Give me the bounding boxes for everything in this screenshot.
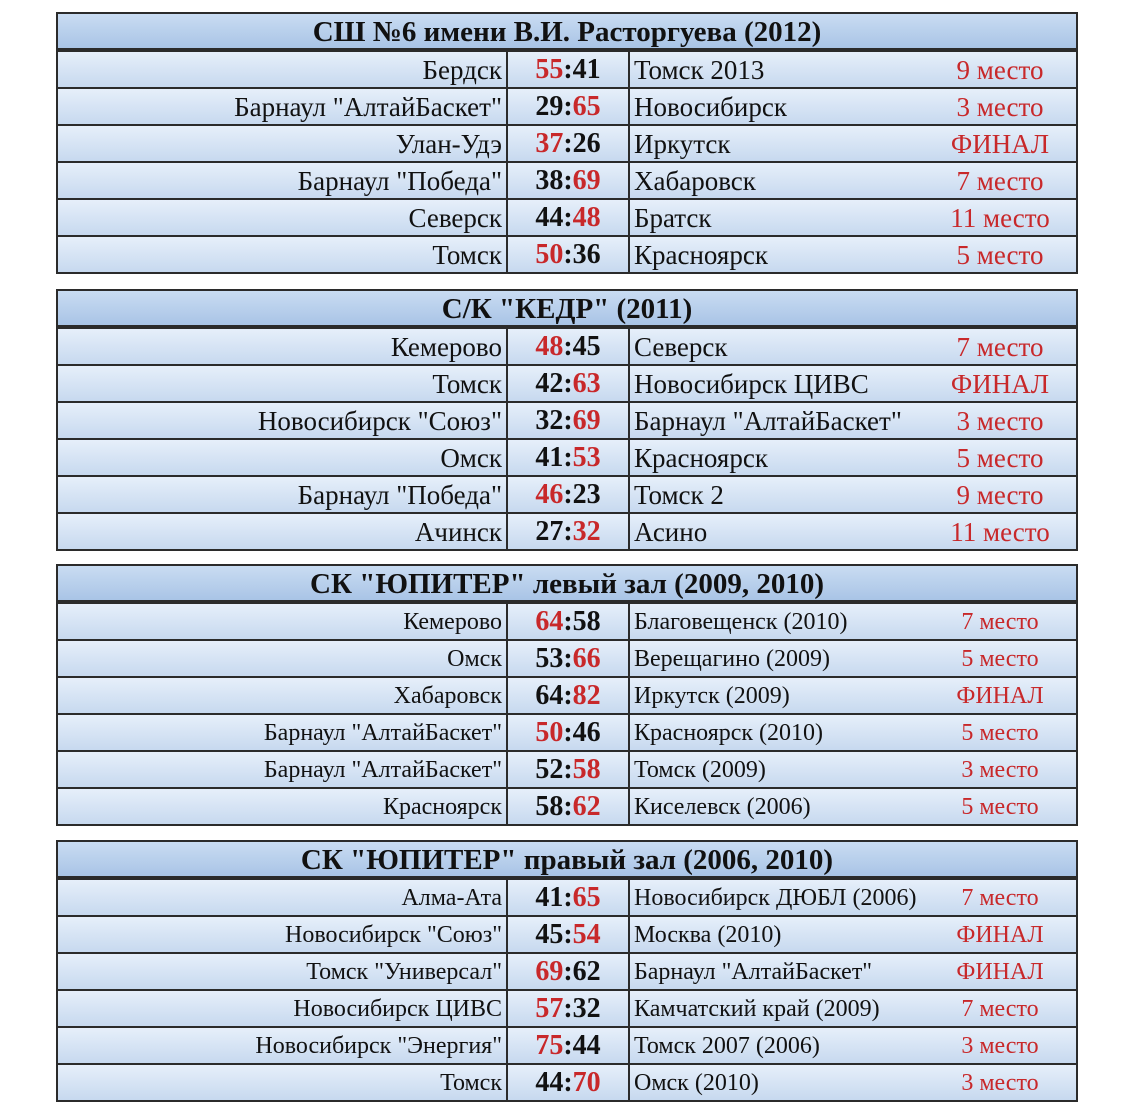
home-team: Новосибирск "Союз" [58, 403, 508, 438]
away-team: Барнаул "АлтайБаскет" [634, 406, 902, 436]
score [508, 917, 630, 952]
score [508, 641, 630, 676]
away-team: Северск [634, 332, 728, 362]
home-team: Улан-Удэ [58, 126, 508, 161]
placement: 11 место [950, 203, 1050, 233]
match-row [58, 50, 1076, 87]
match-row [58, 1026, 1076, 1063]
home-score: 38 [535, 165, 564, 196]
score-separator: : [563, 956, 573, 987]
match-row [58, 639, 1076, 676]
away-score: 46 [572, 717, 601, 748]
away-team: Томск (2009) [634, 757, 766, 783]
away-team: Камчатский край (2009) [634, 996, 880, 1022]
match-row [58, 235, 1076, 272]
score [508, 440, 630, 475]
section-table [56, 840, 1078, 1102]
away-score: 41 [572, 54, 601, 85]
home-score: 75 [535, 1030, 564, 1061]
home-score: 29 [535, 91, 564, 122]
score-separator: : [563, 1067, 573, 1098]
score-separator: : [563, 643, 573, 674]
score-separator: : [563, 91, 573, 122]
match-row [58, 713, 1076, 750]
home-team: Северск [58, 200, 508, 235]
score [508, 126, 630, 161]
away-score: 45 [572, 331, 601, 362]
match-row [58, 198, 1076, 235]
away-score: 65 [572, 882, 601, 913]
home-team: Хабаровск [58, 678, 508, 713]
away-team: Новосибирск [634, 92, 787, 122]
away-score: 70 [572, 1067, 601, 1098]
away-team: Томск 2 [634, 480, 724, 510]
section-title: СШ №6 имени В.И. Расторгуева (2012) [58, 14, 1076, 50]
score [508, 991, 630, 1026]
score [508, 366, 630, 401]
away-team: Иркутск [634, 129, 731, 159]
score-separator: : [563, 1030, 573, 1061]
score-separator: : [563, 791, 573, 822]
score-separator: : [563, 128, 573, 159]
home-team: Омск [58, 641, 508, 676]
match-row [58, 750, 1076, 787]
match-row [58, 1063, 1076, 1100]
away-score: 69 [572, 405, 601, 436]
section-table [56, 12, 1078, 274]
placement: ФИНАЛ [950, 369, 1050, 399]
home-score: 57 [535, 993, 564, 1024]
score [508, 954, 630, 989]
away-team: Асино [634, 517, 708, 547]
home-score: 64 [535, 606, 564, 637]
home-team: Новосибирск "Союз" [58, 917, 508, 952]
away-score: 48 [572, 202, 601, 233]
placement: 5 место [956, 240, 1044, 270]
away-team: Красноярск [634, 240, 768, 270]
home-team: Ачинск [58, 514, 508, 549]
home-score: 44 [535, 202, 564, 233]
away-score: 62 [572, 956, 601, 987]
away-score: 65 [572, 91, 601, 122]
placement: ФИНАЛ [956, 683, 1044, 709]
score-separator: : [563, 202, 573, 233]
home-team: Красноярск [58, 789, 508, 824]
placement: 3 место [961, 1070, 1039, 1096]
score-separator: : [563, 54, 573, 85]
placement: ФИНАЛ [956, 959, 1044, 985]
score [508, 880, 630, 915]
placement: 11 место [950, 517, 1050, 547]
away-score: 26 [572, 128, 601, 159]
score-separator: : [563, 479, 573, 510]
home-team: Барнаул "Победа" [58, 477, 508, 512]
away-score: 36 [572, 239, 601, 270]
placement: 9 место [956, 55, 1044, 85]
placement: 3 место [961, 1033, 1039, 1059]
score [508, 237, 630, 272]
home-team: Кемерово [58, 604, 508, 639]
home-team: Томск [58, 366, 508, 401]
score [508, 89, 630, 124]
away-team: Томск 2013 [634, 55, 765, 85]
placement: 7 место [961, 609, 1039, 635]
away-team: Новосибирск ЦИВС [634, 369, 869, 399]
away-team: Верещагино (2009) [634, 646, 830, 672]
match-row [58, 401, 1076, 438]
home-team: Томск [58, 237, 508, 272]
match-row [58, 161, 1076, 198]
score [508, 789, 630, 824]
home-team: Бердск [58, 52, 508, 87]
placement: ФИНАЛ [956, 922, 1044, 948]
score [508, 604, 630, 639]
match-row [58, 512, 1076, 549]
home-team: Томск "Универсал" [58, 954, 508, 989]
score-separator: : [563, 882, 573, 913]
home-team: Новосибирск "Энергия" [58, 1028, 508, 1063]
away-score: 23 [572, 479, 601, 510]
home-score: 32 [535, 405, 564, 436]
score [508, 1065, 630, 1100]
home-score: 55 [535, 54, 564, 85]
score [508, 52, 630, 87]
score [508, 1028, 630, 1063]
away-score: 58 [572, 606, 601, 637]
away-score: 54 [572, 919, 601, 950]
home-team: Новосибирск ЦИВС [58, 991, 508, 1026]
home-score: 27 [535, 516, 564, 547]
placement: 3 место [961, 757, 1039, 783]
away-score: 53 [572, 442, 601, 473]
away-score: 32 [572, 516, 601, 547]
match-row [58, 327, 1076, 364]
home-score: 50 [535, 717, 564, 748]
placement: 3 место [956, 92, 1044, 122]
score [508, 477, 630, 512]
score-separator: : [563, 165, 573, 196]
away-team: Благовещенск (2010) [634, 609, 848, 635]
home-team: Томск [58, 1065, 508, 1100]
home-score: 41 [535, 882, 564, 913]
score [508, 163, 630, 198]
away-score: 32 [572, 993, 601, 1024]
match-row [58, 87, 1076, 124]
score-separator: : [563, 368, 573, 399]
home-team: Кемерово [58, 329, 508, 364]
match-row [58, 124, 1076, 161]
home-team: Барнаул "АлтайБаскет" [58, 89, 508, 124]
away-team: Иркутск (2009) [634, 683, 790, 709]
score-separator: : [563, 239, 573, 270]
placement: 5 место [961, 794, 1039, 820]
score-separator: : [563, 717, 573, 748]
placement: 5 место [961, 720, 1039, 746]
score [508, 403, 630, 438]
home-score: 37 [535, 128, 564, 159]
home-score: 52 [535, 754, 564, 785]
section-title: СК "ЮПИТЕР" правый зал (2006, 2010) [58, 842, 1076, 878]
home-team: Омск [58, 440, 508, 475]
section-table [56, 289, 1078, 551]
placement: 3 место [956, 406, 1044, 436]
home-score: 42 [535, 368, 564, 399]
match-row [58, 438, 1076, 475]
away-team: Омск (2010) [634, 1070, 759, 1096]
home-score: 41 [535, 442, 564, 473]
match-row [58, 989, 1076, 1026]
away-team: Киселевск (2006) [634, 794, 811, 820]
away-score: 63 [572, 368, 601, 399]
match-row [58, 878, 1076, 915]
home-team: Барнаул "АлтайБаскет" [58, 752, 508, 787]
home-score: 45 [535, 919, 564, 950]
score-separator: : [563, 516, 573, 547]
placement: 9 место [956, 480, 1044, 510]
away-team: Хабаровск [634, 166, 756, 196]
score-separator: : [563, 442, 573, 473]
away-score: 44 [572, 1030, 601, 1061]
match-row [58, 787, 1076, 824]
score [508, 678, 630, 713]
placement: 7 место [961, 996, 1039, 1022]
placement: 7 место [956, 166, 1044, 196]
home-score: 58 [535, 791, 564, 822]
home-team: Алма-Ата [58, 880, 508, 915]
home-team: Барнаул "АлтайБаскет" [58, 715, 508, 750]
placement: 7 место [956, 332, 1044, 362]
score [508, 329, 630, 364]
home-score: 44 [535, 1067, 564, 1098]
away-team: Москва (2010) [634, 922, 782, 948]
away-team: Томск 2007 (2006) [634, 1033, 820, 1059]
match-row [58, 602, 1076, 639]
home-team: Барнаул "Победа" [58, 163, 508, 198]
score-separator: : [563, 405, 573, 436]
section-title: С/К "КЕДР" (2011) [58, 291, 1076, 327]
away-team: Красноярск (2010) [634, 720, 824, 746]
away-score: 82 [572, 680, 601, 711]
placement: ФИНАЛ [950, 129, 1050, 159]
home-score: 50 [535, 239, 564, 270]
score [508, 200, 630, 235]
home-score: 64 [535, 680, 564, 711]
match-row [58, 952, 1076, 989]
home-score: 48 [535, 331, 564, 362]
match-row [58, 475, 1076, 512]
score-separator: : [563, 606, 573, 637]
match-row [58, 915, 1076, 952]
score-separator: : [563, 993, 573, 1024]
score-separator: : [563, 331, 573, 362]
away-team: Красноярск [634, 443, 768, 473]
away-team: Барнаул "АлтайБаскет" [634, 959, 873, 985]
away-team: Братск [634, 203, 712, 233]
match-row [58, 676, 1076, 713]
home-score: 46 [535, 479, 564, 510]
away-score: 69 [572, 165, 601, 196]
score-separator: : [563, 919, 573, 950]
score [508, 715, 630, 750]
away-score: 66 [572, 643, 601, 674]
away-score: 62 [572, 791, 601, 822]
placement: 7 место [961, 885, 1039, 911]
placement: 5 место [956, 443, 1044, 473]
away-team: Новосибирск ДЮБЛ (2006) [634, 885, 917, 911]
score-separator: : [563, 754, 573, 785]
match-row [58, 364, 1076, 401]
score [508, 514, 630, 549]
score [508, 752, 630, 787]
placement: 5 место [961, 646, 1039, 672]
section-table [56, 564, 1078, 826]
home-score: 69 [535, 956, 564, 987]
section-title: СК "ЮПИТЕР" левый зал (2009, 2010) [58, 566, 1076, 602]
home-score: 53 [535, 643, 564, 674]
score-separator: : [563, 680, 573, 711]
away-score: 58 [572, 754, 601, 785]
